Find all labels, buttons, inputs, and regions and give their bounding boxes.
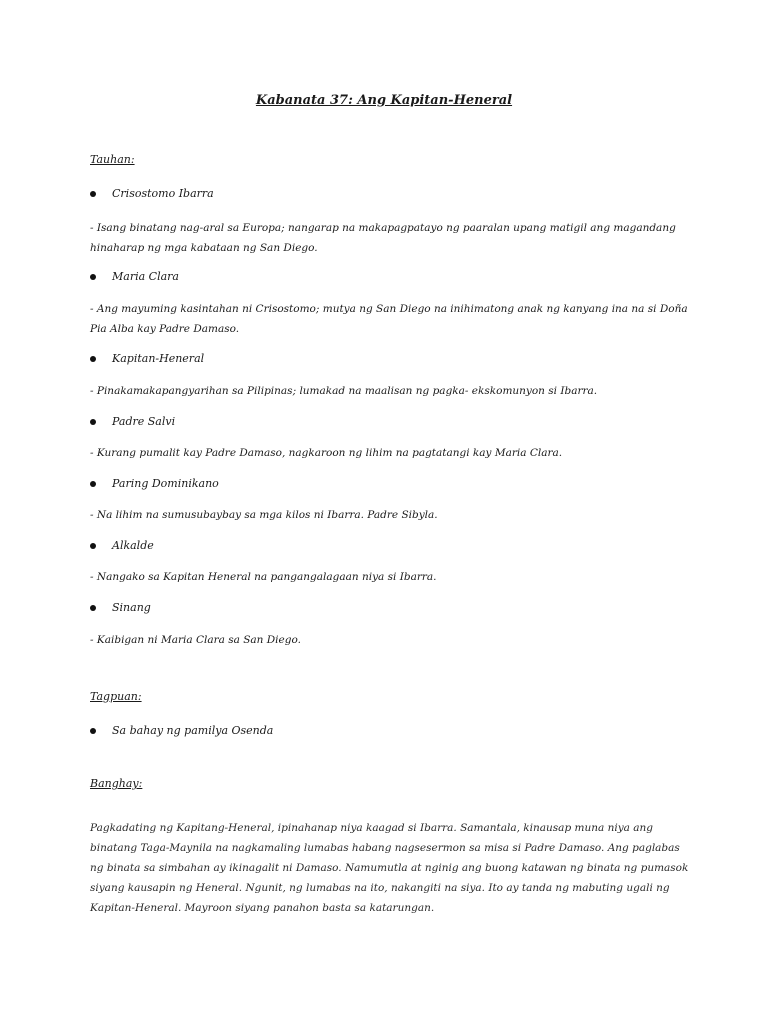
character-name-sinang <box>90 601 151 614</box>
document-title: Kabanata 37: Ang Kapitan-Heneral <box>255 93 513 108</box>
character-desc-alkalde: - Nangako sa Kapitan Heneral na pangangalagaan niya si Ibarra. <box>90 571 437 583</box>
character-name-maria-clara <box>90 270 179 283</box>
character-name: Alkalde <box>112 539 154 552</box>
character-name: Padre Salvi <box>112 415 176 428</box>
bullet-icon <box>90 605 96 611</box>
character-desc-maria-clara: - Ang mayuming kasintahan ni Crisostomo; mutya ng San Diego na inihimatong anak ng kanyang ina na si Doña Pia Alba kay Padre Damaso. <box>90 303 688 335</box>
character-desc-sinang: - Kaibigan ni Maria Clara sa San Diego. <box>90 634 301 646</box>
bullet-icon <box>90 728 96 734</box>
tauhan-heading: Tauhan: <box>90 153 135 166</box>
banghay-heading: Banghay: <box>90 777 143 790</box>
character-name: Sinang <box>112 601 151 614</box>
character-name-ibarra <box>90 187 214 200</box>
setting-item <box>90 724 273 737</box>
character-name: Paring Dominikano <box>112 477 219 490</box>
setting-text: Sa bahay ng pamilya Osenda <box>112 724 274 737</box>
character-desc-kapitan-heneral: - Pinakamakapangyarihan sa Pilipinas; lumakad na maalisan ng pagka- ekskomunyon si Ibarra. <box>90 385 598 397</box>
character-name-kapitan-heneral <box>90 352 204 365</box>
character-name: Maria Clara <box>112 270 179 283</box>
bullet-icon <box>90 191 96 197</box>
bullet-icon <box>90 274 96 280</box>
character-desc-padre-salvi: - Kurang pumalit kay Padre Damaso, nagkaroon ng lihim na pagtatangi kay Maria Clara. <box>90 447 563 459</box>
tagpuan-heading: Tagpuan: <box>90 690 142 703</box>
character-name: Kapitan-Heneral <box>112 352 205 365</box>
bullet-icon <box>90 481 96 487</box>
bullet-icon <box>90 543 96 549</box>
character-name: Crisostomo Ibarra <box>112 187 214 200</box>
character-desc-ibarra: - Isang binatang nag-aral sa Europa; nangarap na makapagpatayo ng paaralan upang matigil ang magandang hinaharap ng mga kabataan ng San Diego. <box>90 222 676 254</box>
banghay-paragraph: Pagkadating ng Kapitang-Heneral, ipinahanap niya kaagad si Ibarra. Samantala, kinausap muna niya ang binatang Taga-Maynila na nagkamaling lumabas habang nagsesermon sa misa si Padre Damaso. Ang paglabas ng binata sa simbahan ay ikinagalit ni Damaso. Namumutla at nginig ang buong katawan ng binata ng pumasok siyang kausapin ng Heneral. Ngunit, ng lumabas na ito, nakangiti na siya. Ito ay tanda ng mabuting ugali ng Kapitan-Heneral. Mayroon siyang panahon basta sa katarungan. <box>90 822 689 914</box>
character-desc-paring-dominikano: - Na lihim na sumusubaybay sa mga kilos ni Ibarra. Padre Sibyla. <box>90 509 438 521</box>
bullet-icon <box>90 356 96 362</box>
bullet-icon <box>90 419 96 425</box>
character-name-alkalde <box>90 539 154 552</box>
character-name-padre-salvi <box>90 415 175 428</box>
character-name-paring-dominikano <box>90 477 219 490</box>
